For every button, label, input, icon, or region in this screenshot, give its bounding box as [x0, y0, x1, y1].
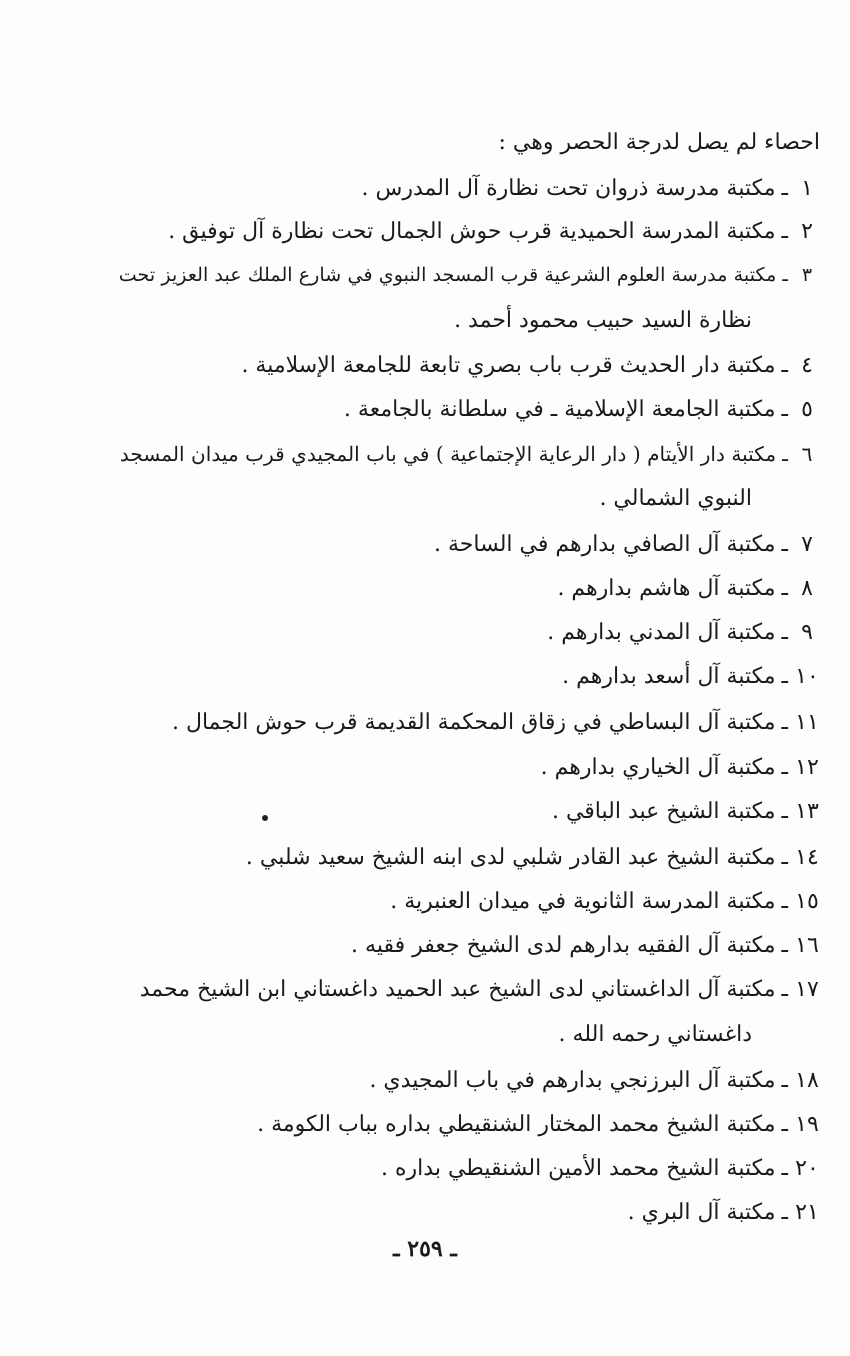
item-number: ٢٠ — [795, 1156, 819, 1181]
item-text: مكتبة الجامعة الإسلامية ـ في سلطانة بالجامعة . — [343, 397, 776, 422]
item-text: مكتبة آل الخياري بدارهم . — [540, 755, 776, 780]
item-text: مكتبة مدرسة ذروان تحت نظارة آل المدرس . — [361, 176, 776, 201]
item-text: مكتبة دار الأيتام ( دار الرعاية الإجتماعية ) في باب المجيدي قرب ميدان المسجد — [119, 442, 777, 466]
ink-speck — [262, 815, 268, 821]
list-item: ١٤ـمكتبة الشيخ عبد القادر شلبي لدى ابنه الشيخ سعيد شلبي . — [120, 841, 820, 875]
item-text: مكتبة الشيخ محمد الأمين الشنقيطي بداره . — [381, 1156, 776, 1181]
item-text: مكتبة آل الصافي بدارهم في الساحة . — [433, 532, 776, 557]
item-number: ١٣ — [795, 799, 819, 824]
item-text: مكتبة آل أسعد بدارهم . — [562, 664, 776, 689]
list-item: ١ـمكتبة مدرسة ذروان تحت نظارة آل المدرس . — [120, 172, 820, 206]
item-number: ٢ — [801, 219, 813, 244]
list-item: ٢١ـمكتبة آل البري . — [120, 1196, 820, 1230]
item-number: ٣ — [801, 263, 813, 286]
list-item: ٧ـمكتبة آل الصافي بدارهم في الساحة . — [120, 528, 820, 562]
item-number: ١١ — [795, 710, 819, 735]
item-number: ٤ — [801, 353, 813, 378]
item-number: ١٧ — [795, 977, 819, 1002]
page-number: ـ ٢٥٩ ـ — [393, 1236, 457, 1262]
item-number: ٢١ — [795, 1200, 819, 1225]
item-text: مكتبة الشيخ عبد القادر شلبي لدى ابنه الشيخ سعيد شلبي . — [245, 845, 776, 870]
item-text: مكتبة آل المدني بدارهم . — [547, 620, 776, 645]
list-item: ٣ـمكتبة مدرسة العلوم الشرعية قرب المسجد النبوي في شارع الملك عبد العزيز تحت — [120, 258, 820, 292]
list-item: ١٥ـمكتبة المدرسة الثانوية في ميدان العنبرية . — [120, 885, 820, 919]
item-text: مكتبة المدرسة الحميدية قرب حوش الجمال تحت نظارة آل توفيق . — [168, 219, 776, 244]
list-item: ١٦ـمكتبة آل الفقيه بدارهم لدى الشيخ جعفر فقيه . — [120, 929, 820, 963]
list-item: ١٢ـمكتبة آل الخياري بدارهم . — [120, 751, 820, 785]
item-text: مكتبة مدرسة العلوم الشرعية قرب المسجد النبوي في شارع الملك عبد العزيز تحت — [118, 263, 777, 286]
item-text: مكتبة المدرسة الثانوية في ميدان العنبرية . — [390, 889, 776, 914]
item-text: مكتبة الشيخ محمد المختار الشنقيطي بداره بباب الكومة . — [257, 1112, 776, 1137]
list-item: ١٠ـمكتبة آل أسعد بدارهم . — [120, 660, 820, 694]
item-number: ١٩ — [795, 1112, 819, 1137]
item-continuation: داغستاني رحمه الله . — [558, 1022, 752, 1047]
list-item: ٨ـمكتبة آل هاشم بدارهم . — [120, 572, 820, 606]
item-number: ١٨ — [795, 1068, 819, 1093]
item-text: مكتبة آل الفقيه بدارهم لدى الشيخ جعفر فقيه . — [351, 933, 776, 958]
item-number: ٥ — [801, 397, 813, 422]
list-item: ١١ـمكتبة آل البساطي في زقاق المحكمة القديمة قرب حوش الجمال . — [120, 706, 820, 740]
item-continuation: النبوي الشمالي . — [599, 486, 752, 511]
list-item: ١٧ـمكتبة آل الداغستاني لدى الشيخ عبد الحميد داغستاني ابن الشيخ محمد — [120, 973, 820, 1007]
list-item: ٤ـمكتبة دار الحديث قرب باب بصري تابعة للجامعة الإسلامية . — [120, 349, 820, 383]
item-text: مكتبة آل البرزنجي بدارهم في باب المجيدي . — [369, 1068, 776, 1093]
item-number: ٨ — [801, 576, 813, 601]
item-text: مكتبة دار الحديث قرب باب بصري تابعة للجامعة الإسلامية . — [241, 353, 776, 378]
item-number: ١٢ — [795, 755, 819, 780]
list-item: ١٩ـمكتبة الشيخ محمد المختار الشنقيطي بداره بباب الكومة . — [120, 1108, 820, 1142]
list-item: ١٨ـمكتبة آل البرزنجي بدارهم في باب المجيدي . — [120, 1064, 820, 1098]
list-item: ٥ـمكتبة الجامعة الإسلامية ـ في سلطانة بالجامعة . — [120, 393, 820, 427]
item-number: ١٠ — [795, 664, 819, 689]
list-item: ١٣ـمكتبة الشيخ عبد الباقي . — [120, 795, 820, 829]
item-text: مكتبة آل البساطي في زقاق المحكمة القديمة قرب حوش الجمال . — [171, 710, 776, 735]
item-number: ١٤ — [795, 845, 819, 870]
item-number: ٩ — [801, 620, 813, 645]
item-text: مكتبة آل هاشم بدارهم . — [557, 576, 776, 601]
item-number: ٦ — [801, 442, 813, 466]
item-text: مكتبة الشيخ عبد الباقي . — [551, 799, 776, 824]
intro-line: احصاء لم يصل لدرجة الحصر وهي : — [498, 130, 820, 155]
list-item: ٢٠ـمكتبة الشيخ محمد الأمين الشنقيطي بداره . — [120, 1152, 820, 1186]
item-number: ١٥ — [795, 889, 819, 914]
item-number: ١٦ — [795, 933, 819, 958]
item-number: ١ — [801, 176, 813, 201]
list-item: ٩ـمكتبة آل المدني بدارهم . — [120, 616, 820, 650]
list-item: ٦ـمكتبة دار الأيتام ( دار الرعاية الإجتماعية ) في باب المجيدي قرب ميدان المسجد — [120, 437, 820, 471]
item-number: ٧ — [801, 532, 813, 557]
item-text: مكتبة آل البري . — [627, 1200, 776, 1225]
list-item: ٢ـمكتبة المدرسة الحميدية قرب حوش الجمال تحت نظارة آل توفيق . — [120, 215, 820, 249]
item-continuation: نظارة السيد حبيب محمود أحمد . — [454, 308, 752, 333]
item-text: مكتبة آل الداغستاني لدى الشيخ عبد الحميد داغستاني ابن الشيخ محمد — [139, 977, 776, 1002]
